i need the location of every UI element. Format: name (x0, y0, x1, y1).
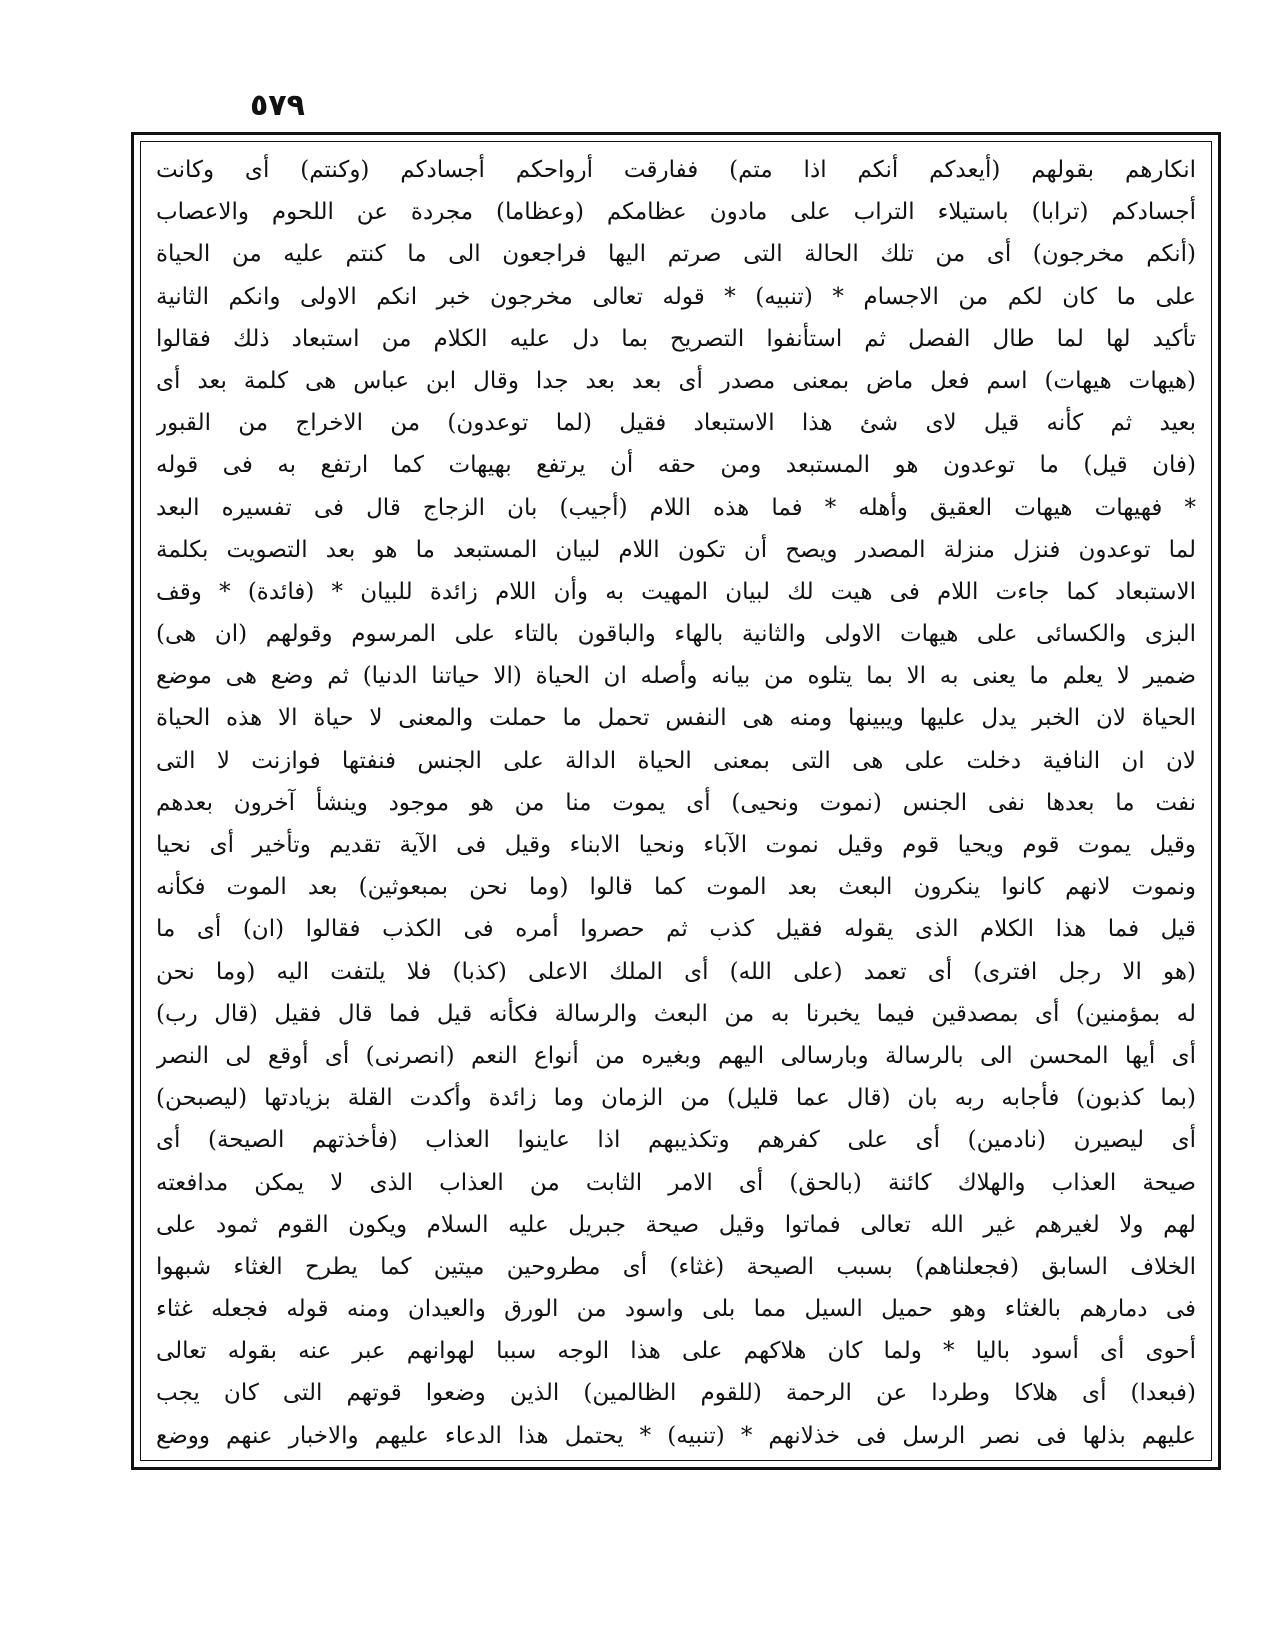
text-line: أجسادكم (ترابا) باستيلاء التراب على مادون عظامكم (وعظاما) مجردة عن اللحوم والاعصاب (156, 199, 1196, 226)
text-line: بعيد ثم كأنه قيل لاى شئ هذا الاستبعاد فقيل (لما توعدون) من الاخراج من القبور (156, 410, 1196, 437)
text-line: (أنكم مخرجون) أى من تلك الحالة التى صرتم اليها فراجعون الى ما كنتم عليه من الحياة (156, 241, 1196, 268)
text-line: على ما كان لكم من الاجسام * (تنبيه) * قوله تعالى مخرجون خبر انكم الاولى وانكم الثانية (156, 283, 1196, 310)
text-line: (فبعدا) أى هلاكا وطردا عن الرحمة (للقوم الظالمين) الذين وضعوا قوتهم التى كان يجب (156, 1380, 1196, 1407)
text-line: لان ان النافية دخلت على هى التى بمعنى الحياة الدالة على الجنس فنفتها فوازنت لا التى (156, 747, 1196, 774)
text-line: نفت ما بعدها نفى الجنس (نموت ونحيى) أى يموت منا من هو موجود وينشأ آخرون بعدهم (156, 789, 1196, 816)
text-line: الخلاف السابق (فجعلناهم) بسبب الصيحة (غثاء) أى مطروحين ميتين كما يطرح الغثاء شبهوا (156, 1253, 1196, 1280)
text-line: ونموت لانهم كانوا ينكرون البعث بعد الموت كما قالوا (وما نحن بمبعوثين) بعد الموت فكأنه (156, 874, 1196, 901)
text-line: تأكيد لها لما طال الفصل ثم استأنفوا التصريح بما دل عليه الكلام من استبعاد ذلك فقالوا (156, 325, 1196, 352)
text-line: فى دمارهم بالغثاء وهو حميل السيل مما بلى واسود من الورق والعيدان ومنه قوله فجعله غثاء (156, 1296, 1196, 1323)
text-line: انكارهم بقولهم (أيعدكم أنكم اذا متم) ففارقت أرواحكم أجسادكم (وكنتم) أى وكانت (156, 157, 1196, 183)
text-line: عليهم بذلها فى نصر الرسل فى خذلانهم * (تنبيه) * يحتمل هذا الدعاء عليهم والاخبار عنهم ووضع (156, 1422, 1196, 1449)
text-line: الحياة لان الخبر يدل عليها ويبينها ومنه هى النفس تحمل ما حملت والمعنى لا حياة الا هذه الحياة (156, 705, 1196, 732)
text-line: صيحة العذاب والهلاك كائنة (بالحق) أى الامر الثابت من العذاب الذى لا يمكن مدافعته (156, 1169, 1196, 1196)
text-line: (فان قيل) ما توعدون هو المستبعد ومن حقه أن يرتفع بهيهات كما ارتفع به فى قوله (156, 452, 1196, 479)
text-line: * فهيهات هيهات العقيق وأهله * فما هذه اللام (أجيب) بان الزجاج قال فى تفسيره البعد (156, 494, 1196, 521)
page-number: ٥٧٩ (250, 88, 305, 123)
text-line: لما توعدون فنزل منزلة المصدر ويصح أن تكون اللام لبيان المستبعد ما هو بعد التصويت بكلمة (156, 536, 1196, 563)
text-line: البزى والكسائى على هيهات الاولى والثانية بالهاء والباقون بالتاء على المرسوم وقولهم (ان هى) (156, 621, 1196, 648)
text-line: وقيل يموت قوم ويحيا قوم وقيل نموت الآباء ونحيا الابناء وقيل فى الآية تقديم وتأخير أى نحيا (156, 832, 1196, 858)
text-line: أى ليصيرن (نادمين) أى على كفرهم وتكذيبهم اذا عاينوا العذاب (فأخذتهم الصيحة) أى (156, 1127, 1196, 1154)
text-line: (بما كذبون) فأجابه ربه بان (قال عما قليل) من الزمان وما زائدة وأكدت القلة بزيادتها (ليصبحن) (156, 1085, 1196, 1112)
text-line: أحوى أى أسود باليا * ولما كان هلاكهم على هذا الوجه سببا لهوانهم عبر عنه بقوله تعالى (156, 1338, 1196, 1365)
text-line: (هيهات هيهات) اسم فعل ماض بمعنى مصدر أى بعد بعد جدا وقال ابن عباس هى كلمة بعد أى (156, 367, 1196, 394)
text-line: أى أيها المحسن الى بالرسالة وبارسالى اليهم وبغيره من أنواع النعم (انصرنى) أى أوقع لى النصر (156, 1042, 1196, 1069)
text-line: له بمؤمنين) أى بمصدقين فيما يخبرنا به من البعث والرسالة فكأنه قيل فما قال فقيل (قال رب) (156, 1000, 1196, 1027)
text-line: قيل فما هذا الكلام الذى يقوله فقيل كذب ثم حصروا أمره فى الكذب فقالوا (ان) أى ما (156, 916, 1196, 943)
text-line: (هو الا رجل افترى) أى تعمد (على الله) أى الملك الاعلى (كذبا) فلا يلتفت اليه (وما نحن (156, 958, 1196, 985)
text-line: الاستبعاد كما جاءت اللام فى هيت لك لبيان المهيت به وأن اللام زائدة للبيان * (فائدة) * وقف (156, 578, 1196, 605)
text-frame (131, 132, 1221, 1470)
text-body (156, 149, 1196, 1457)
text-line: ضمير لا يعلم ما يعنى به الا بما يتلوه من بيانه وأصله ان الحياة (الا حياتنا الدنيا) ثم وضع هى موضع (156, 663, 1196, 690)
text-line: لهم ولا لغيرهم غير الله تعالى فماتوا وقيل صيحة جبريل عليه السلام ويكون القوم ثمود على (156, 1211, 1196, 1238)
